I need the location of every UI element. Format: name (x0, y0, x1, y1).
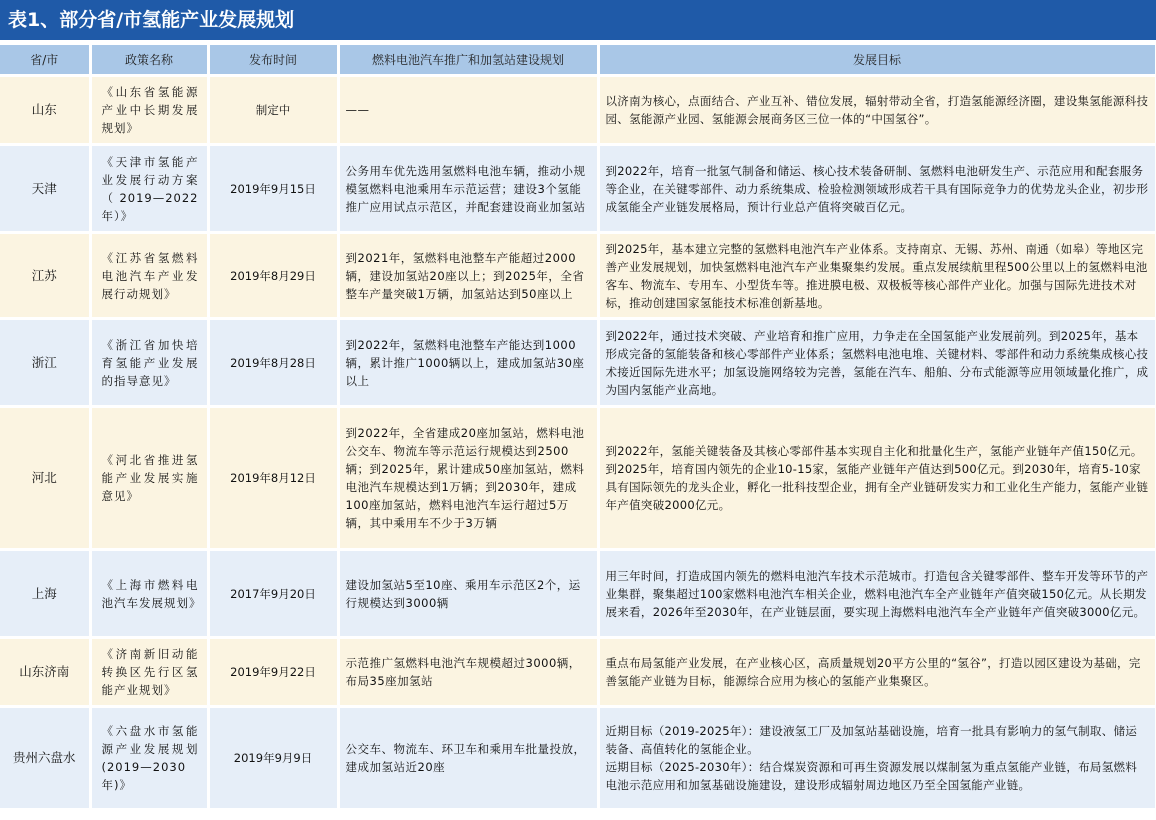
cell-goal: 近期目标（2019-2025年）：建设液氢工厂及加氢站基础设施，培育一批具有影响力的氢气制取、储运装备、高值转化的氢能企业。 远期目标（2025-2030年）：结合煤炭资源和可再生资源发展以煤制氢为重点氢能产业链，布局氢燃料电池示范应用和加氢基础设施建设，建设形成辐射周边地区乃至全国氢能产业链。 (598, 707, 1156, 810)
cell-plan: 公交车、物流车、环卫车和乘用车批量投放，建成加氢站近20座 (338, 707, 598, 810)
table-title: 表1、部分省/市氢能产业发展规划 (0, 0, 1156, 40)
cell-province: 山东济南 (0, 638, 90, 707)
header-policy: 政策名称 (90, 45, 208, 76)
cell-province: 贵州六盘水 (0, 707, 90, 810)
cell-plan: 公务用车优先选用氢燃料电池车辆，推动小规模氢燃料电池乘用车示范运营；建设3个氢能推广应用试点示范区，并配套建设商业加氢站 (338, 145, 598, 233)
header-row (0, 45, 1156, 76)
cell-plan: —— (338, 76, 598, 145)
cell-policy: 《山东省氢能源产业中长期发展规划》 (90, 76, 208, 145)
cell-policy: 《六盘水市氢能源产业发展规划(2019—2030年)》 (90, 707, 208, 810)
cell-goal: 到2022年，氢能关键装备及其核心零部件基本实现自主化和批量化生产，氢能产业链年产值150亿元。到2025年，培育国内领先的企业10-15家，氢能产业链年产值达到500亿元。到2030年，培育5-10家具有国际领先的龙头企业，孵化一批科技型企业，拥有全产业链研发实力和工业化生产能力，氢能产业链年产值突破2000亿元。 (598, 407, 1156, 550)
cell-policy: 《江苏省氢燃料电池汽车产业发展行动规划》 (90, 233, 208, 319)
cell-province: 河北 (0, 407, 90, 550)
table-row (0, 550, 1156, 638)
cell-policy: 《济南新旧动能转换区先行区氢能产业规划》 (90, 638, 208, 707)
table-row (0, 319, 1156, 407)
cell-goal: 到2022年，通过技术突破、产业培育和推广应用，力争走在全国氢能产业发展前列。到2025年，基本形成完备的氢能装备和核心零部件产业体系；氢燃料电池电堆、关键材料、零部件和动力系统集成核心技术接近国际先进水平；加氢设施网络较为完善，氢能在汽车、船舶、分布式能源等应用领域量化推广，成为国内氢能产业高地。 (598, 319, 1156, 407)
cell-policy: 《浙江省加快培育氢能产业发展的指导意见》 (90, 319, 208, 407)
header-date: 发布时间 (208, 45, 338, 76)
cell-province: 江苏 (0, 233, 90, 319)
header-plan: 燃料电池汽车推广和加氢站建设规划 (338, 45, 598, 76)
cell-date: 2019年9月9日 (208, 707, 338, 810)
cell-goal: 到2022年，培育一批氢气制备和储运、核心技术装备研制、氢燃料电池研发生产、示范应用和配套服务等企业，在关键零部件、动力系统集成、检验检测领域形成若干具有国际竞争力的优势龙头企业，初步形成氢能全产业链发展格局，预计行业总产值将突破百亿元。 (598, 145, 1156, 233)
table-row (0, 707, 1156, 810)
cell-date: 2019年9月15日 (208, 145, 338, 233)
cell-plan: 建设加氢站5至10座、乘用车示范区2个，运行规模达到3000辆 (338, 550, 598, 638)
cell-province: 山东 (0, 76, 90, 145)
header-province: 省/市 (0, 45, 90, 76)
cell-goal: 用三年时间，打造成国内领先的燃料电池汽车技术示范城市。打造包含关键零部件、整车开发等环节的产业集群，聚集超过100家燃料电池汽车相关企业，燃料电池汽车全产业链年产值突破150亿元。从长期发展来看，2026年至2030年，在产业链层面，要实现上海燃料电池汽车全产业链年产值突破3000亿元。 (598, 550, 1156, 638)
cell-goal: 以济南为核心，点面结合、产业互补、错位发展，辐射带动全省，打造氢能源经济圈，建设集氢能源科技园、氢能源产业园、氢能源会展商务区三位一体的“中国氢谷”。 (598, 76, 1156, 145)
cell-date: 制定中 (208, 76, 338, 145)
cell-province: 浙江 (0, 319, 90, 407)
header-goal: 发展目标 (598, 45, 1156, 76)
cell-policy: 《河北省推进氢能产业发展实施意见》 (90, 407, 208, 550)
cell-date: 2019年8月29日 (208, 233, 338, 319)
cell-date: 2019年8月28日 (208, 319, 338, 407)
cell-plan: 示范推广氢燃料电池汽车规模超过3000辆，布局35座加氢站 (338, 638, 598, 707)
table-row (0, 145, 1156, 233)
cell-province: 上海 (0, 550, 90, 638)
cell-date: 2019年8月12日 (208, 407, 338, 550)
cell-policy: 《上海市燃料电池汽车发展规划》 (90, 550, 208, 638)
cell-goal: 到2025年，基本建立完整的氢燃料电池汽车产业体系。支持南京、无锡、苏州、南通（如皋）等地区完善产业发展规划，加快氢燃料电池汽车产业集聚集约发展。重点发展续航里程500公里以上的氢燃料电池客车、物流车、专用车、小型货车等。推进膜电极、双极板等核心部件产业化。加强与国际先进技术对标，推动创建国家氢能技术标准创新基地。 (598, 233, 1156, 319)
cell-plan: 到2022年，全省建成20座加氢站，燃料电池公交车、物流车等示范运行规模达到2500辆；到2025年，累计建成50座加氢站，燃料电池汽车规模达到1万辆；到2030年，建成100座加氢站，燃料电池汽车运行超过5万辆，其中乘用车不少于3万辆 (338, 407, 598, 550)
table-row (0, 233, 1156, 319)
cell-plan: 到2021年，氢燃料电池整车产能超过2000辆，建设加氢站20座以上；到2025年，全省整车产量突破1万辆，加氢站达到50座以上 (338, 233, 598, 319)
cell-goal: 重点布局氢能产业发展，在产业核心区，高质量规划20平方公里的“氢谷”，打造以园区建设为基础，完善氢能产业链为目标，能源综合应用为核心的氢能产业集聚区。 (598, 638, 1156, 707)
hydrogen-policy-table (0, 45, 1156, 811)
table-row (0, 638, 1156, 707)
cell-plan: 到2022年，氢燃料电池整车产能达到1000辆，累计推广1000辆以上，建成加氢站30座以上 (338, 319, 598, 407)
cell-date: 2019年9月22日 (208, 638, 338, 707)
table-row (0, 76, 1156, 145)
cell-province: 天津 (0, 145, 90, 233)
cell-policy: 《天津市氢能产业发展行动方案（2019—2022年）》 (90, 145, 208, 233)
cell-date: 2017年9月20日 (208, 550, 338, 638)
table-row (0, 407, 1156, 550)
